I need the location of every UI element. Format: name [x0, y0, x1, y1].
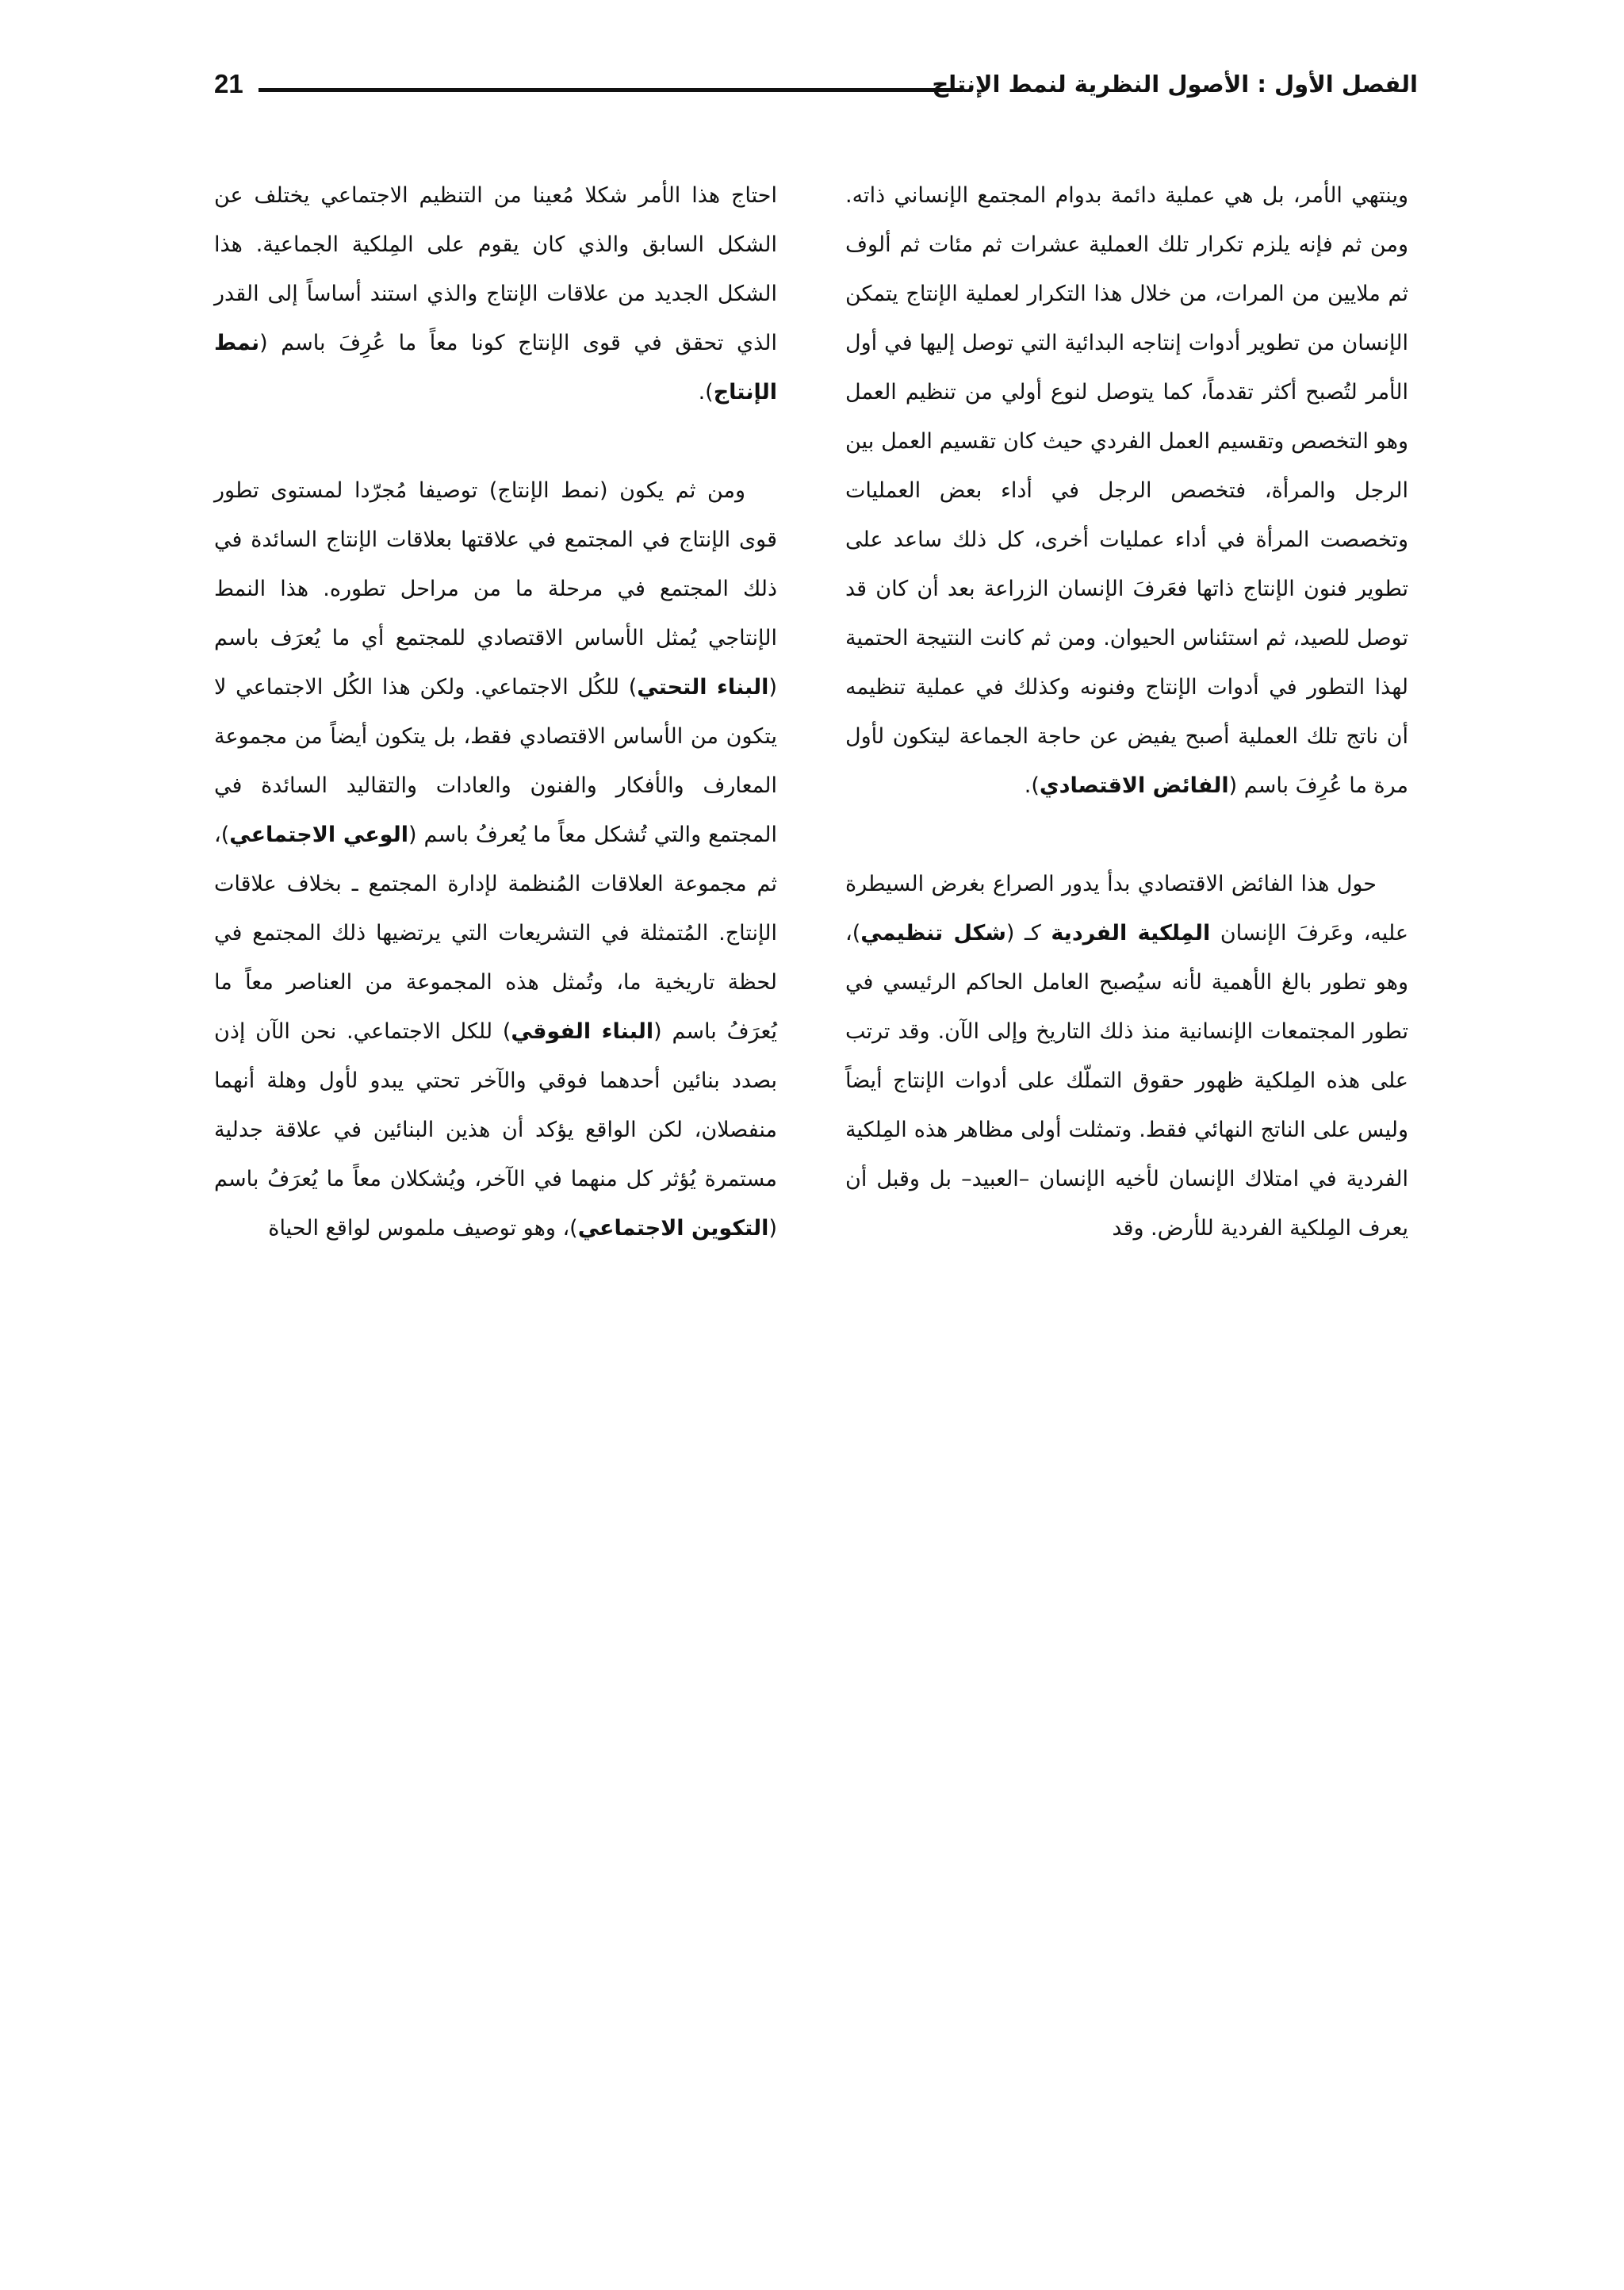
paragraph-text: وينتهي الأمر، بل هي عملية دائمة بدوام المجتمع الإنساني ذاته. ومن ثم فإنه يلزم تكرار تلك العملية عشرات ثم مئات ثم ألوف ثم ملايين من المرات، من خلال هذا التكرار لعملية الإنتاج يتمكن الإنسان من تطوير أدوات إنتاجه البدائية التي توصل إليها في أول الأمر لتُصبح أكثر تقدماً، كما يتوصل لنوع أولي من تنظيم العمل وهو التخصص وتقسيم العمل الفردي حيث كان تقسيم العمل بين الرجل والمرأة، فتخصص الرجل في أداء بعض العمليات وتخصصت المرأة في أداء عمليات أخرى، كل ذلك ساعد على تطوير فنون الإنتاج ذاتها فعَرفَ الإنسان الزراعة بعد أن كان قد توصل للصيد، ثم استئناس الحيوان. ومن ثم كانت النتيجة الحتمية لهذا التطور في أدوات الإنتاج وفنونه وكذلك في عملية تنظيمه أن ناتج تلك العملية أصبح يفيض عن حاجة الجماعة ليتكون لأول مرة ما عُرِفَ باسم (	[845, 183, 1408, 798]
bold-term: شكل تنظيمي	[860, 921, 1006, 946]
paragraph-text: احتاج هذا الأمر شكلا مُعينا من التنظيم الاجتماعي يختلف عن الشكل السابق والذي كان يقوم على المِلكية الجماعية. هذا الشكل الجديد من علاقات الإنتاج والذي استند أساساً إلى القدر الذي تحقق في قوى الإنتاج كونا معاً ما عُرِفَ باسم (	[214, 183, 777, 355]
running-header	[214, 65, 1418, 113]
bold-term: البناء الفوقي	[511, 1019, 654, 1044]
bold-term: الوعي الاجتماعي	[229, 823, 408, 847]
paragraph-text: ) للكُل الاجتماعي. ولكن هذا الكُل الاجتماعي لا يتكون من الأساس الاقتصادي فقط، بل يتكون أيضاً من مجموعة المعارف والأفكار والفنون والعادات والتقاليد السائدة في المجتمع والتي تُشكل معاً ما يُعرفُ باسم (	[214, 675, 777, 847]
bold-term: المِلكية الفردية	[1051, 921, 1211, 946]
paragraph	[845, 860, 1408, 1253]
bold-term: الفائض الاقتصادي	[1039, 773, 1229, 798]
paragraph	[214, 466, 777, 1253]
paragraph-text: )، وهو توصيف ملموس لواقع الحياة	[268, 1216, 578, 1241]
paragraph-text: )، ثم مجموعة العلاقات المُنظمة لإدارة المجتمع ـ بخلاف علاقات الإنتاج. المُتمثلة في التشريعات التي يرتضيها ذلك المجتمع في لحظة تاريخية ما، وتُمثل هذه المجموعة من العناصر معاً ما يُعرَفُ باسم (	[214, 823, 777, 1044]
bold-term: نمط الإنتاج	[214, 331, 777, 405]
paragraph-text: ).	[698, 380, 714, 405]
left-text-column	[214, 171, 777, 1253]
paragraph-text: كـ (	[1005, 921, 1051, 946]
bold-term: التكوين الاجتماعي	[577, 1216, 769, 1241]
page-number: 21	[214, 69, 243, 98]
paragraph	[214, 171, 777, 417]
header-divider	[259, 88, 963, 92]
paragraph-text: ).	[1024, 773, 1040, 798]
paragraph-text: ومن ثم يكون (نمط الإنتاج) توصيفا مُجرّدا لمستوى تطور قوى الإنتاج في المجتمع في علاقتها بعلاقات الإنتاج السائدة في ذلك المجتمع في مرحلة ما من مراحل تطوره. هذا النمط الإنتاجي يُمثل الأساس الاقتصادي للمجتمع أي ما يُعرَف باسم (	[214, 478, 777, 700]
paragraph-text: )، وهو تطور بالغ الأهمية لأنه سيُصبح العامل الحاكم الرئيسي في تطور المجتمعات الإنسانية منذ ذلك التاريخ وإلى الآن. وقد ترتب على هذه المِلكية ظهور حقوق التملّك على أدوات الإنتاج أيضاً وليس على الناتج النهائي فقط. وتمثلت أولى مظاهر هذه المِلكية الفردية في امتلاك الإنسان لأخيه الإنسان –العبيد– بل وقبل أن يعرف المِلكية الفردية للأرض. وقد	[845, 921, 1408, 1241]
right-text-column	[845, 171, 1408, 1253]
paragraph-text: حول هذا الفائض الاقتصادي بدأ يدور الصراع بغرض السيطرة عليه، وعَرفَ الإنسان	[845, 872, 1409, 946]
paragraph-text: ) للكل الاجتماعي. نحن الآن إذن بصدد بنائين أحدهما فوقي والآخر تحتي يبدو لأول وهلة أنهما منفصلان، لكن الواقع يؤكد أن هذين البنائين في علاقة جدلية مستمرة يُؤثر كل منهما في الآخر، ويُشكلان معاً ما يُعرَفُ باسم (	[214, 1019, 777, 1241]
bold-term: البناء التحتي	[637, 675, 769, 700]
chapter-title: الفصل الأول : الأصول النظرية لنمط الإنتاج	[932, 71, 1418, 98]
paragraph	[845, 171, 1408, 811]
